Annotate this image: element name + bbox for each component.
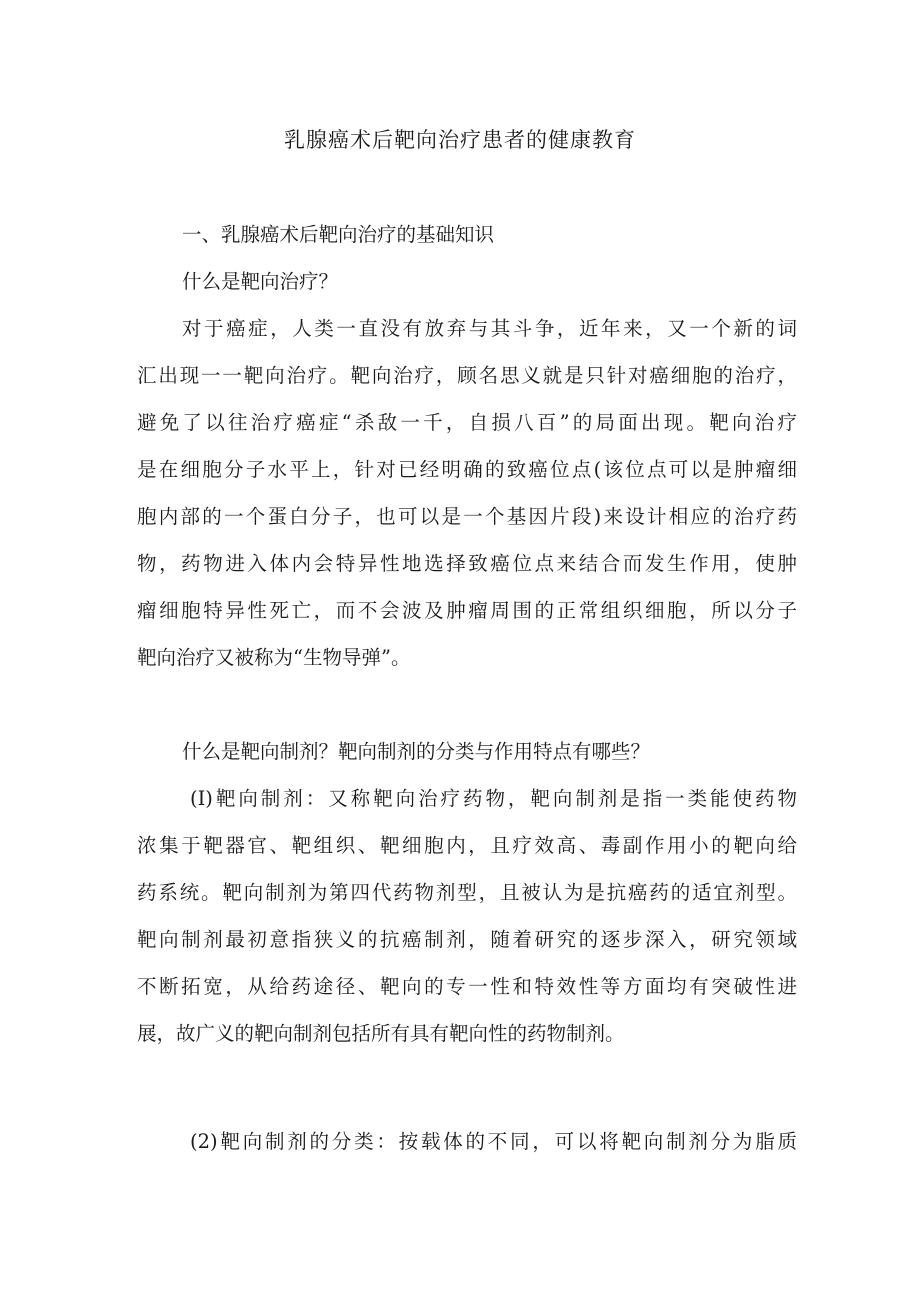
paragraph-line: 避免了以往治疗癌症“杀敌一千，自损八百”的局面出现。靶向治疗	[137, 411, 797, 434]
paragraph-line: 药系统。靶向制剂为第四代药物剂型，且被认为是抗癌药的适宜剂型。	[137, 881, 797, 904]
paragraph-line: 靶向制剂最初意指狭义的抗癌制剂，随着研究的逐步深入，研究领域	[137, 928, 797, 951]
question-heading: 什么是靶向制剂？靶向制剂的分类与作用特点有哪些？	[182, 740, 651, 763]
paragraph-line: 瘤细胞特异性死亡，而不会波及肿瘤周围的正常组织细胞，所以分子	[137, 599, 797, 622]
question-heading: 什么是靶向治疗？	[182, 270, 339, 293]
document-title: 乳腺癌术后靶向治疗患者的健康教育	[284, 128, 636, 152]
paragraph-line: (I)靶向制剂：又称靶向治疗药物，靶向制剂是指一类能使药物	[190, 787, 797, 810]
paragraph-line: 汇出现一一靶向治疗。靶向治疗，顾名思义就是只针对癌细胞的治疗，	[137, 364, 797, 387]
paragraph-line: 是在细胞分子水平上，针对已经明确的致癌位点(该位点可以是肿瘤细	[137, 458, 797, 481]
paragraph-line: 胞内部的一个蛋白分子，也可以是一个基因片段)来设计相应的治疗药	[137, 505, 797, 528]
paragraph-line: 靶向治疗又被称为“生物导弹”。	[137, 646, 411, 669]
paragraph-line: 物，药物进入体内会特异性地选择致癌位点来结合而发生作用，使肿	[137, 552, 797, 575]
paragraph-line: 不断拓宽，从给药途径、靶向的专一性和特效性等方面均有突破性进	[137, 975, 797, 998]
paragraph-line: 浓集于靶器官、靶组织、靶细胞内，且疗效高、毒副作用小的靶向给	[137, 834, 797, 857]
paragraph-line: (2)靶向制剂的分类：按载体的不同，可以将靶向制剂分为脂质	[190, 1130, 797, 1153]
paragraph-line: 展，故广义的靶向制剂包括所有具有靶向性的药物制剂。	[137, 1022, 625, 1045]
section-heading: 一、乳腺癌术后靶向治疗的基础知识	[182, 223, 495, 246]
paragraph-line: 对于癌症，人类一直没有放弃与其斗争，近年来，又一个新的词	[182, 317, 797, 340]
